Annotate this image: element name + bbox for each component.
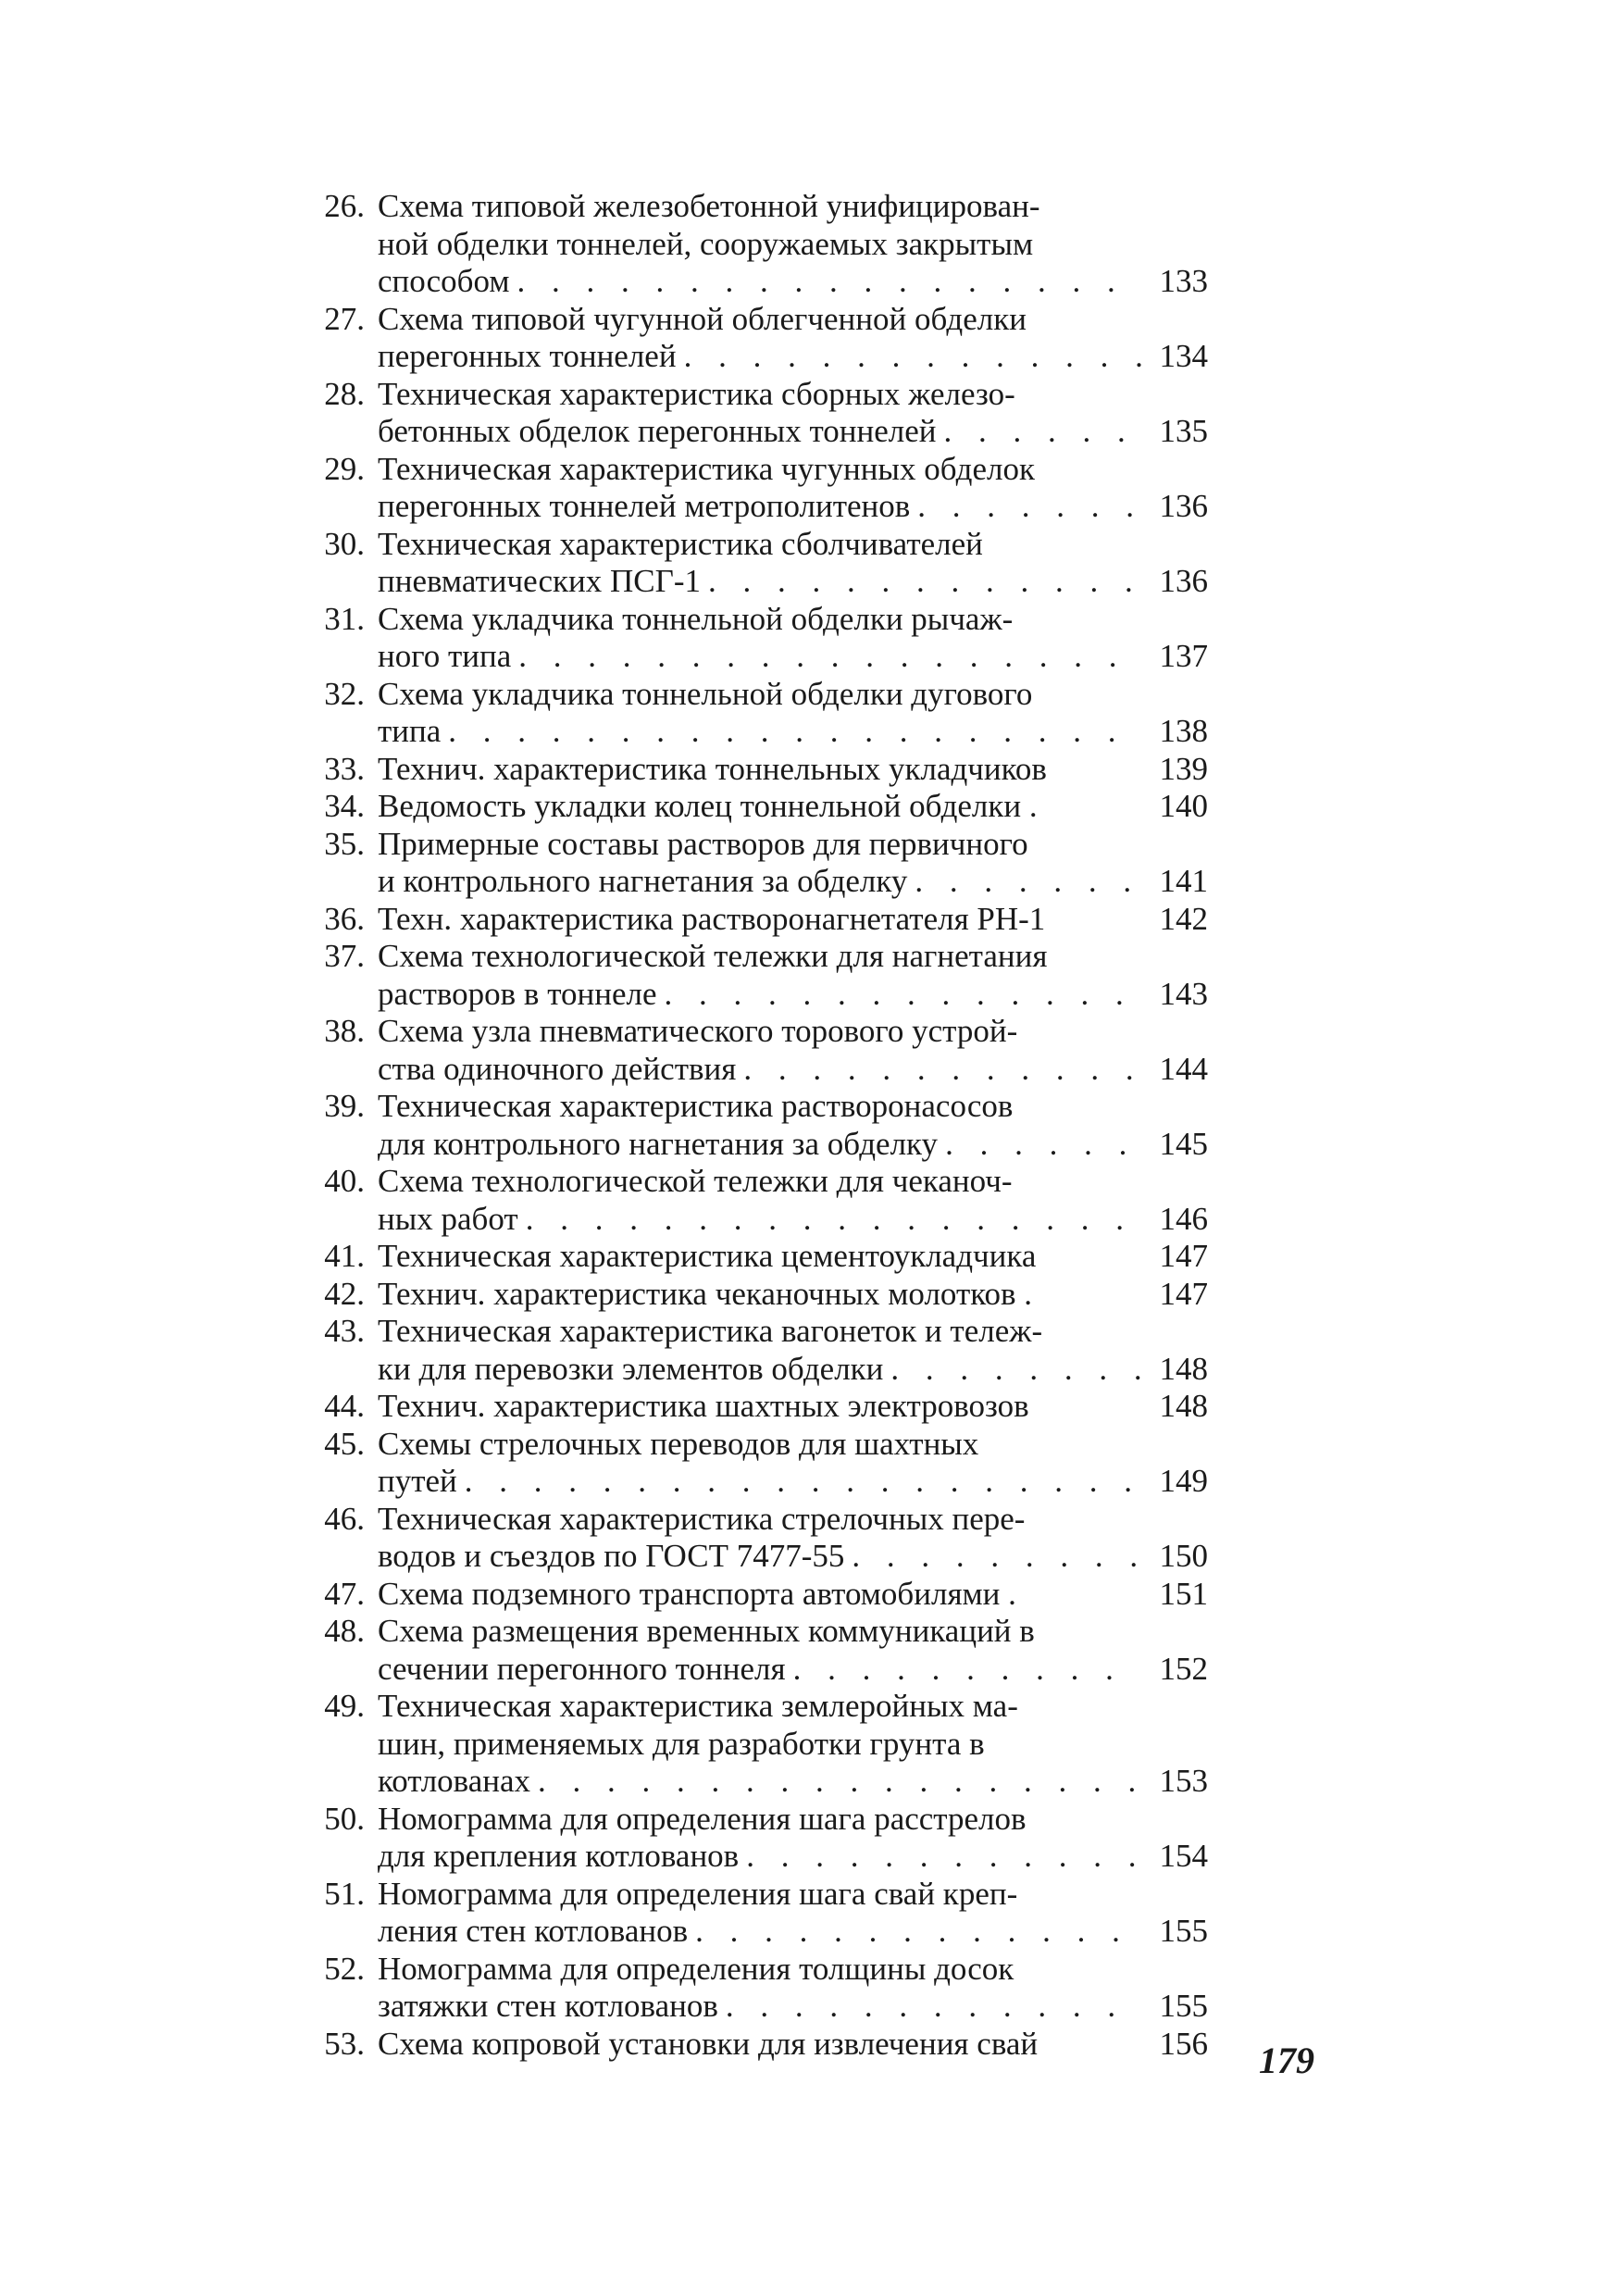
entry-title-line: Схема технологической тележки для чеканоч- <box>378 1163 1013 1199</box>
toc-entry <box>294 451 1208 526</box>
entry-title <box>378 451 1208 526</box>
entry-title-line: Схема типовой чугунной облегченной обделки <box>378 300 1027 337</box>
entry-title <box>378 1276 1208 1314</box>
entry-title-line: Техническая характеристика землеройных ма- <box>378 1688 1018 1724</box>
entry-title-line: Примерные составы растворов для первичного <box>378 825 1028 862</box>
entry-title <box>378 188 1208 301</box>
entry-title <box>378 1688 1208 1801</box>
entry-title <box>378 1951 1208 2026</box>
toc-entry <box>294 1163 1208 1238</box>
dot-leader <box>509 263 1141 301</box>
entry-page: 151 <box>1159 1575 1208 1612</box>
entry-number: 27. <box>324 300 365 337</box>
entry-title <box>378 376 1208 451</box>
entry-title <box>378 1801 1208 1876</box>
entry-title-line: Ведомость укладки колец тоннельной обделки . <box>378 788 1038 824</box>
entry-title-line: перегонных тоннелей метрополитенов <box>378 488 911 524</box>
entry-title-line: Техническая характеристика растворонасосов <box>378 1088 1014 1124</box>
toc-entry <box>294 826 1208 901</box>
entry-title <box>378 1501 1208 1576</box>
entry-page: 141 <box>1159 863 1208 899</box>
toc-entry <box>294 1313 1208 1388</box>
toc-entry <box>294 1801 1208 1876</box>
entry-page: 155 <box>1159 1913 1208 1949</box>
entry-number: 47. <box>324 1575 365 1612</box>
entry-title <box>378 938 1208 1013</box>
entry-page: 142 <box>1159 900 1208 937</box>
entry-title <box>378 826 1208 901</box>
toc-entry <box>294 1951 1208 2026</box>
entry-number: 29. <box>324 450 365 487</box>
entry-page: 154 <box>1159 1838 1208 1874</box>
page-number: 179 <box>1259 2040 1314 2081</box>
entry-title-line: Техническая характеристика сборных железо- <box>378 375 1015 412</box>
entry-title-line: Схема типовой железобетонной унифицирован- <box>378 188 1040 224</box>
entry-title-line: Номограмма для определения шага свай креп- <box>378 1875 1018 1912</box>
entry-page: 144 <box>1159 1050 1208 1087</box>
entry-title-line: Схема технологической тележки для нагнетания <box>378 938 1048 974</box>
dot-leader <box>883 1351 1141 1389</box>
entry-number: 46. <box>324 1500 365 1537</box>
toc-entry <box>294 1688 1208 1801</box>
entry-number: 31. <box>324 600 365 637</box>
dot-leader <box>657 976 1141 1014</box>
entry-title-line: Схема укладчика тоннельной обделки дугового <box>378 675 1033 712</box>
entry-title-line: Технич. характеристика чеканочных молотков . <box>378 1275 1033 1312</box>
entry-page: 140 <box>1159 788 1208 824</box>
dot-leader <box>786 1651 1141 1689</box>
dot-leader <box>937 413 1141 451</box>
toc-entry <box>294 2026 1208 2064</box>
entry-page: 148 <box>1159 1350 1208 1387</box>
entry-title-line: Схемы стрелочных переводов для шахтных <box>378 1425 979 1462</box>
entry-page: 146 <box>1159 1200 1208 1237</box>
entry-number: 49. <box>324 1688 365 1724</box>
toc-entry <box>294 1388 1208 1426</box>
entry-title <box>378 1088 1208 1163</box>
dot-leader <box>739 1838 1141 1876</box>
toc-entry <box>294 751 1208 789</box>
entry-title-line: Техническая характеристика стрелочных пере- <box>378 1500 1026 1537</box>
entry-title-line: ки для перевозки элементов обделки <box>378 1350 884 1387</box>
toc-entry <box>294 601 1208 676</box>
entry-title <box>378 1013 1208 1088</box>
entry-title-line: водов и съездов по ГОСТ 7477-55 <box>378 1538 845 1574</box>
entry-title <box>378 1388 1208 1426</box>
entry-page: 133 <box>1159 263 1208 299</box>
entry-title <box>378 2026 1208 2064</box>
toc-entry <box>294 1576 1208 1614</box>
entry-title-line: Схема копровой установки для извлечения свай <box>378 2025 1039 2062</box>
entry-title-line: Техническая характеристика чугунных обделок <box>378 450 1035 487</box>
entry-page: 139 <box>1159 750 1208 787</box>
dot-leader <box>511 638 1141 676</box>
entry-title-line: перегонных тоннелей <box>378 338 677 374</box>
table-of-contents <box>294 188 1208 2063</box>
entry-number: 36. <box>324 900 365 937</box>
entry-title-line: способом <box>378 263 510 299</box>
toc-entry <box>294 938 1208 1013</box>
entry-title-line: котлованах <box>378 1763 531 1799</box>
entry-title <box>378 1426 1208 1501</box>
entry-title-line: Техн. характеристика растворонагнетателя РН-1 <box>378 900 1046 937</box>
entry-title-line: Схема укладчика тоннельной обделки рычаж- <box>378 600 1014 637</box>
entry-number: 48. <box>324 1613 365 1649</box>
toc-entry <box>294 901 1208 939</box>
entry-number: 53. <box>324 2025 365 2062</box>
entry-number: 35. <box>324 825 365 862</box>
entry-title <box>378 1613 1208 1688</box>
dot-leader <box>701 563 1141 601</box>
entry-title-line: типа <box>378 713 442 749</box>
dot-leader <box>718 1988 1141 2026</box>
entry-title-line: для крепления котлованов <box>378 1838 740 1874</box>
entry-title-line: ных работ <box>378 1200 518 1237</box>
dot-leader <box>907 863 1141 901</box>
entry-title-line: ства одиночного действия <box>378 1050 737 1087</box>
entry-number: 28. <box>324 375 365 412</box>
entry-title <box>378 1238 1208 1276</box>
entry-number: 43. <box>324 1313 365 1349</box>
entry-page: 138 <box>1159 713 1208 749</box>
entry-title-line: Схема узла пневматического торового устрой- <box>378 1013 1018 1049</box>
entry-page: 136 <box>1159 488 1208 524</box>
entry-number: 38. <box>324 1013 365 1049</box>
entry-title-line: бетонных обделок перегонных тоннелей <box>378 413 937 449</box>
entry-title-line: Технич. характеристика тоннельных укладчиков <box>378 750 1047 787</box>
entry-title-line: Схема подземного транспорта автомобилями . <box>378 1575 1016 1612</box>
entry-number: 42. <box>324 1275 365 1312</box>
entry-number: 32. <box>324 675 365 712</box>
entry-page: 145 <box>1159 1125 1208 1162</box>
entry-page: 149 <box>1159 1463 1208 1499</box>
entry-title-line: и контрольного нагнетания за обделку <box>378 863 908 899</box>
entry-title <box>378 676 1208 751</box>
toc-entry <box>294 1876 1208 1951</box>
dot-leader <box>518 1201 1141 1239</box>
entry-page: 148 <box>1159 1388 1208 1424</box>
toc-entry <box>294 788 1208 826</box>
entry-number: 30. <box>324 525 365 562</box>
entry-page: 150 <box>1159 1538 1208 1574</box>
entry-page: 156 <box>1159 2025 1208 2062</box>
dot-leader <box>844 1538 1141 1576</box>
entry-number: 37. <box>324 938 365 974</box>
toc-entry <box>294 1501 1208 1576</box>
entry-title-line: Схема размещения временных коммуникаций в <box>378 1613 1035 1649</box>
entry-number: 34. <box>324 788 365 824</box>
entry-number: 40. <box>324 1163 365 1199</box>
entry-title-line: Технич. характеристика шахтных электровозов <box>378 1388 1029 1424</box>
entry-title <box>378 526 1208 601</box>
entry-number: 45. <box>324 1425 365 1462</box>
toc-entry <box>294 301 1208 376</box>
entry-title-line: для контрольного нагнетания за обделку <box>378 1125 939 1162</box>
dot-leader <box>677 338 1141 376</box>
entry-title <box>378 301 1208 376</box>
entry-title-line: Техническая характеристика сболчивателей <box>378 525 983 562</box>
entry-page: 136 <box>1159 563 1208 599</box>
entry-title-line: ления стен котлованов <box>378 1913 689 1949</box>
entry-title <box>378 901 1208 939</box>
toc-entry <box>294 1613 1208 1688</box>
toc-entry <box>294 1426 1208 1501</box>
dot-leader <box>688 1913 1141 1951</box>
toc-entry <box>294 1276 1208 1314</box>
entry-title-line: пневматических ПСГ-1 <box>378 563 702 599</box>
toc-entry <box>294 376 1208 451</box>
entry-title-line: растворов в тоннеле <box>378 975 657 1012</box>
entry-title <box>378 788 1208 826</box>
entry-page: 152 <box>1159 1650 1208 1687</box>
dot-leader <box>910 488 1141 526</box>
entry-title-line: Техническая характеристика цементоукладчика <box>378 1238 1037 1274</box>
dot-leader <box>457 1463 1141 1501</box>
entry-number: 52. <box>324 1950 365 1987</box>
entry-title-line: сечении перегонного тоннеля <box>378 1650 786 1687</box>
entry-page: 147 <box>1159 1275 1208 1312</box>
entry-title-line: Номограмма для определения шага расстрелов <box>378 1800 1027 1837</box>
entry-title-line: шин, применяемых для разработки грунта в <box>378 1725 985 1762</box>
entry-page: 155 <box>1159 1988 1208 2024</box>
toc-entry <box>294 188 1208 301</box>
toc-entry <box>294 1013 1208 1088</box>
dot-leader <box>736 1051 1141 1089</box>
entry-title-line: ной обделки тоннелей, сооружаемых закрытым <box>378 225 1034 262</box>
entry-title <box>378 1876 1208 1951</box>
entry-title <box>378 601 1208 676</box>
entry-title-line: Номограмма для определения толщины досок <box>378 1950 1014 1987</box>
entry-title <box>378 1163 1208 1238</box>
entry-title <box>378 751 1208 789</box>
entry-title <box>378 1313 1208 1388</box>
entry-page: 143 <box>1159 975 1208 1012</box>
entry-title-line: ного типа <box>378 638 512 674</box>
entry-page: 153 <box>1159 1763 1208 1799</box>
dot-leader <box>441 713 1141 751</box>
entry-page: 137 <box>1159 638 1208 674</box>
toc-entry <box>294 526 1208 601</box>
entry-number: 33. <box>324 750 365 787</box>
entry-title-line: затяжки стен котлованов <box>378 1988 718 2024</box>
toc-entry <box>294 1088 1208 1163</box>
dot-leader <box>938 1126 1141 1164</box>
entry-page: 134 <box>1159 338 1208 374</box>
entry-number: 51. <box>324 1875 365 1912</box>
dot-leader <box>530 1763 1141 1801</box>
entry-page: 135 <box>1159 413 1208 449</box>
entry-number: 39. <box>324 1088 365 1124</box>
toc-entry <box>294 676 1208 751</box>
entry-number: 50. <box>324 1800 365 1837</box>
entry-number: 26. <box>324 188 365 224</box>
entry-number: 41. <box>324 1238 365 1274</box>
toc-entry <box>294 1238 1208 1276</box>
entry-page: 147 <box>1159 1238 1208 1274</box>
entry-title <box>378 1576 1208 1614</box>
entry-number: 44. <box>324 1388 365 1424</box>
entry-title-line: Техническая характеристика вагонеток и тележ- <box>378 1313 1043 1349</box>
entry-title-line: путей <box>378 1463 457 1499</box>
